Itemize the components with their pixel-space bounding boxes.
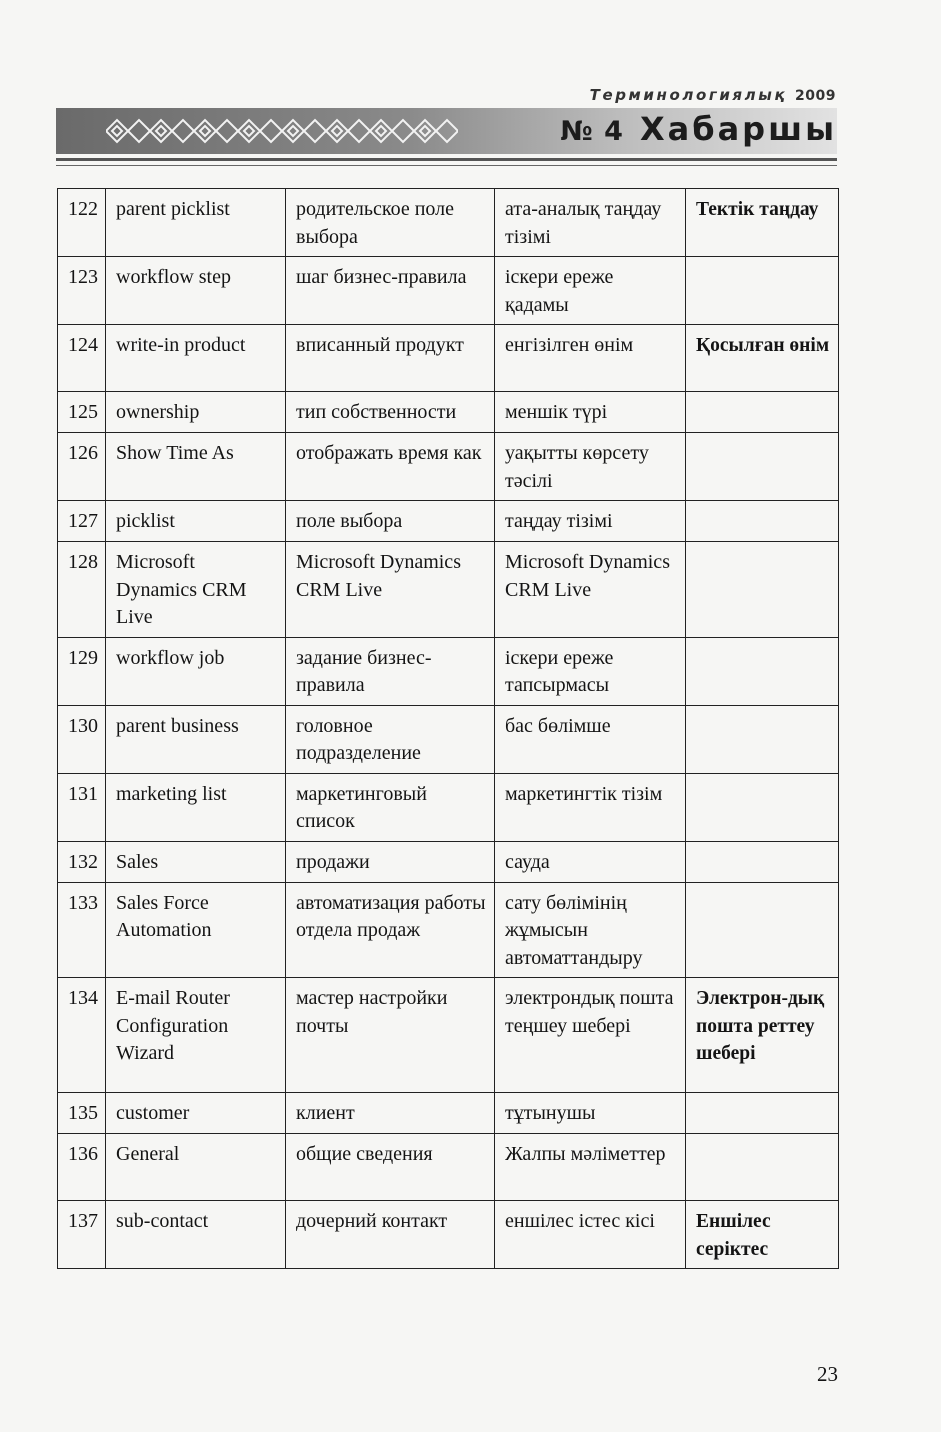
term-kazakh-proposed: Еншілес серіктес <box>686 1201 839 1269</box>
term-english: Sales Force Automation <box>106 882 286 978</box>
term-english: workflow job <box>106 637 286 705</box>
term-kazakh-proposed <box>686 542 839 638</box>
term-number: 130 <box>58 705 106 773</box>
term-kazakh-proposed <box>686 392 839 433</box>
ornament-pattern <box>106 116 458 146</box>
term-russian: автоматизация работы отдела продаж <box>286 882 495 978</box>
term-kazakh: ата-аналық таңдау тізімі <box>495 189 686 257</box>
term-number: 131 <box>58 773 106 841</box>
term-russian: маркетинговый список <box>286 773 495 841</box>
table-row <box>58 773 839 841</box>
term-kazakh-proposed <box>686 882 839 978</box>
term-russian: задание бизнес-правила <box>286 637 495 705</box>
term-number: 128 <box>58 542 106 638</box>
term-russian: отображать время как <box>286 433 495 501</box>
term-kazakh: маркетингтік тізім <box>495 773 686 841</box>
term-kazakh: Жалпы мәліметтер <box>495 1134 686 1201</box>
table-row <box>58 501 839 542</box>
term-kazakh: сауда <box>495 841 686 882</box>
term-kazakh: іскери ереже тапсырмасы <box>495 637 686 705</box>
term-kazakh: тұтынушы <box>495 1093 686 1134</box>
term-russian: продажи <box>286 841 495 882</box>
header-rule-thin <box>56 165 837 166</box>
term-number: 122 <box>58 189 106 257</box>
term-kazakh-proposed <box>686 501 839 542</box>
term-kazakh: уақытты көрсету тәсілі <box>495 433 686 501</box>
table-row <box>58 637 839 705</box>
term-number: 134 <box>58 978 106 1093</box>
term-english: sub-contact <box>106 1201 286 1269</box>
term-kazakh: меншік түрі <box>495 392 686 433</box>
term-number: 123 <box>58 257 106 325</box>
term-english: Microsoft Dynamics CRM Live <box>106 542 286 638</box>
table-row <box>58 978 839 1093</box>
header-rule-thick <box>56 158 837 161</box>
term-russian: дочерний контакт <box>286 1201 495 1269</box>
term-kazakh-proposed <box>686 1134 839 1201</box>
term-kazakh-proposed <box>686 705 839 773</box>
term-kazakh-proposed <box>686 637 839 705</box>
term-english: customer <box>106 1093 286 1134</box>
term-english: parent picklist <box>106 189 286 257</box>
journal-name <box>560 86 836 104</box>
table-row <box>58 1201 839 1269</box>
table-row <box>58 257 839 325</box>
term-kazakh-proposed: Қосылған өнім <box>686 325 839 392</box>
table-row <box>58 542 839 638</box>
term-english: marketing list <box>106 773 286 841</box>
term-english: write-in product <box>106 325 286 392</box>
term-english: Show Time As <box>106 433 286 501</box>
table-row <box>58 841 839 882</box>
term-number: 129 <box>58 637 106 705</box>
term-english: picklist <box>106 501 286 542</box>
term-kazakh: таңдау тізімі <box>495 501 686 542</box>
term-russian: мастер настройки почты <box>286 978 495 1093</box>
term-kazakh: сату бөлімінің жұмысын автоматтандыру <box>495 882 686 978</box>
table-row <box>58 882 839 978</box>
term-number: 127 <box>58 501 106 542</box>
term-number: 124 <box>58 325 106 392</box>
term-kazakh-proposed <box>686 433 839 501</box>
term-number: 136 <box>58 1134 106 1201</box>
journal-year: 2009 <box>795 88 836 104</box>
term-russian: вписанный продукт <box>286 325 495 392</box>
term-russian: головное подразделение <box>286 705 495 773</box>
term-russian: общие сведения <box>286 1134 495 1201</box>
term-russian: родительское поле выбора <box>286 189 495 257</box>
term-russian: клиент <box>286 1093 495 1134</box>
term-number: 133 <box>58 882 106 978</box>
term-kazakh: электрондық пошта теңшеу шебері <box>495 978 686 1093</box>
term-kazakh: енгізілген өнім <box>495 325 686 392</box>
term-kazakh-proposed <box>686 1093 839 1134</box>
term-russian: шаг бизнес-правила <box>286 257 495 325</box>
page-number: 23 <box>817 1362 838 1386</box>
table-row <box>58 1134 839 1201</box>
term-kazakh-proposed <box>686 773 839 841</box>
term-english: General <box>106 1134 286 1201</box>
issue-number: № 4 <box>560 116 624 147</box>
term-english: workflow step <box>106 257 286 325</box>
term-kazakh: еншілес істес кісі <box>495 1201 686 1269</box>
term-kazakh: бас бөлімше <box>495 705 686 773</box>
terminology-table <box>57 188 839 1269</box>
term-russian: поле выбора <box>286 501 495 542</box>
term-english: E-mail Router Configuration Wizard <box>106 978 286 1093</box>
table-row <box>58 189 839 257</box>
table-row <box>58 433 839 501</box>
term-kazakh: Microsoft Dynamics CRM Live <box>495 542 686 638</box>
term-english: Sales <box>106 841 286 882</box>
terminology-table-body <box>58 189 839 1269</box>
term-kazakh-proposed <box>686 257 839 325</box>
journal-title-text: Терминологиялық <box>589 86 788 104</box>
bulletin-title: Хабаршы <box>639 110 837 148</box>
term-number: 137 <box>58 1201 106 1269</box>
term-number: 135 <box>58 1093 106 1134</box>
term-kazakh-proposed <box>686 841 839 882</box>
issue-heading <box>560 110 837 148</box>
table-row <box>58 705 839 773</box>
term-number: 126 <box>58 433 106 501</box>
term-english: parent business <box>106 705 286 773</box>
term-kazakh-proposed: Электрон-дық пошта реттеу шебері <box>686 978 839 1093</box>
term-kazakh: іскери ереже қадамы <box>495 257 686 325</box>
term-number: 125 <box>58 392 106 433</box>
table-row <box>58 1093 839 1134</box>
term-number: 132 <box>58 841 106 882</box>
term-russian: Microsoft Dynamics CRM Live <box>286 542 495 638</box>
term-russian: тип собственности <box>286 392 495 433</box>
term-kazakh-proposed: Тектік таңдау <box>686 189 839 257</box>
table-row <box>58 392 839 433</box>
table-row <box>58 325 839 392</box>
term-english: ownership <box>106 392 286 433</box>
